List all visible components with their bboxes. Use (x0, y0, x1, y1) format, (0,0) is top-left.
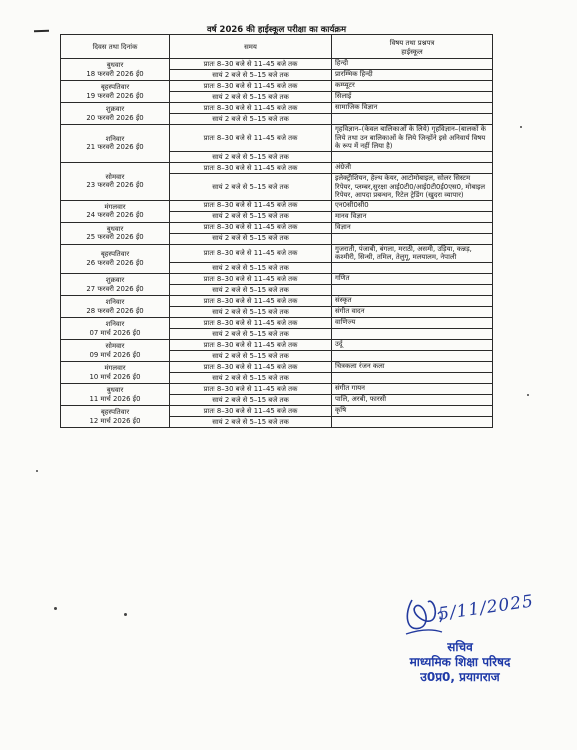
time-cell: सायं 2 बजे से 5–15 बजे तक (170, 151, 332, 162)
day-name: बृहस्पतिवार (100, 82, 130, 91)
time-cell: प्रातः 8–30 बजे से 11–45 बजे तक (170, 200, 332, 211)
subject-cell: मानव विज्ञान (332, 211, 493, 222)
speck (54, 607, 57, 610)
day-date-cell (61, 162, 170, 200)
time-cell: सायं 2 बजे से 5–15 बजे तक (170, 417, 332, 428)
header-subject (332, 35, 493, 59)
exam-date: 19 फरवरी 2026 ई0 (86, 91, 144, 100)
subject-cell: प्रारम्भिक हिन्दी (332, 70, 493, 81)
table-row (61, 59, 493, 70)
exam-date: 07 मार्च 2026 ई0 (89, 328, 141, 337)
day-date-cell (61, 318, 170, 340)
header-subject-line2: हाईस्कूल (401, 47, 423, 56)
subject-cell (332, 285, 493, 296)
table-row (61, 81, 493, 92)
subject-cell: हिन्दी (332, 59, 493, 70)
subject-cell: संस्कृत (332, 296, 493, 307)
time-cell: सायं 2 बजे से 5–15 बजे तक (170, 263, 332, 274)
day-name: शुक्रवार (105, 275, 125, 284)
header-subject-line1: विषय तथा प्रश्नपत्र (389, 38, 435, 47)
subject-cell: एन0सी0सी0 (332, 200, 493, 211)
day-name: शुक्रवार (105, 104, 125, 113)
day-date-cell (61, 125, 170, 163)
time-cell: प्रातः 8–30 बजे से 11–45 बजे तक (170, 81, 332, 92)
table-header-row (61, 35, 493, 59)
page-title: वर्ष 2026 की हाईस्कूल परीक्षा का कार्यक्रम (206, 25, 347, 35)
subject-cell: गुजराती, पंजाबी, बंगला, मराठी, असमी, उड़िया, कन्नड़, कश्मीरी, सिन्धी, तमिल, तेलुगू, मलयालम, नेपाली (332, 244, 493, 262)
subject-cell: विज्ञान (332, 222, 493, 233)
day-date-cell (61, 200, 170, 222)
subject-cell (332, 151, 493, 162)
subject-cell: पालि, अरबी, फारसी (332, 395, 493, 406)
table-row (61, 296, 493, 307)
exam-date: 20 फरवरी 2026 ई0 (86, 113, 144, 122)
subject-cell: गृहविज्ञान–(केवल बालिकाओं के लिये) गृहविज्ञान–(बालकों के लिये तथा उन बालिकाओं के लिये जिन्होंने इसे अनिवार्य विषय के रूप में नहीं लिया है) (332, 125, 493, 152)
day-name: सोमवार (105, 172, 125, 181)
table-row (61, 384, 493, 395)
exam-date: 21 फरवरी 2026 ई0 (86, 143, 144, 152)
office-stamp (385, 640, 535, 684)
time-cell: सायं 2 बजे से 5–15 बजे तक (170, 70, 332, 81)
day-date-cell (61, 244, 170, 273)
time-cell: प्रातः 8–30 बजे से 11–45 बजे तक (170, 362, 332, 373)
day-date-cell (61, 296, 170, 318)
speck (124, 613, 127, 616)
table-row (61, 103, 493, 114)
exam-date: 27 फरवरी 2026 ई0 (86, 284, 144, 293)
time-cell: सायं 2 बजे से 5–15 बजे तक (170, 373, 332, 384)
time-cell: प्रातः 8–30 बजे से 11–45 बजे तक (170, 162, 332, 173)
day-name: मंगलवार (104, 202, 126, 211)
exam-date: 09 मार्च 2026 ई0 (89, 350, 141, 359)
day-date-cell (61, 59, 170, 81)
day-name: बुधवार (106, 224, 124, 233)
day-name: शनिवार (105, 297, 125, 306)
table-row (61, 222, 493, 233)
subject-cell: सामाजिक विज्ञान (332, 103, 493, 114)
time-cell: सायं 2 बजे से 5–15 बजे तक (170, 92, 332, 103)
time-cell: प्रातः 8–30 बजे से 11–45 बजे तक (170, 274, 332, 285)
handwritten-signature (398, 588, 548, 648)
day-date-cell (61, 103, 170, 125)
time-cell: सायं 2 बजे से 5–15 बजे तक (170, 173, 332, 200)
exam-date: 24 फरवरी 2026 ई0 (86, 211, 144, 220)
speck (36, 470, 38, 472)
stamp-place: उ0प्र0, प्रयागराज (420, 669, 500, 684)
stamp-designation: सचिव (447, 640, 473, 654)
time-cell: सायं 2 बजे से 5–15 बजे तक (170, 114, 332, 125)
day-date-cell (61, 384, 170, 406)
header-time: समय (170, 35, 332, 59)
subject-cell (332, 417, 493, 428)
signature-date: 5/11/2025 (437, 591, 536, 625)
day-name: शनिवार (105, 319, 125, 328)
exam-schedule-table (60, 34, 493, 428)
subject-cell (332, 351, 493, 362)
subject-cell: अंग्रेजी (332, 162, 493, 173)
subject-cell: संगीत वादन (332, 307, 493, 318)
table-row (61, 244, 493, 262)
time-cell: प्रातः 8–30 बजे से 11–45 बजे तक (170, 125, 332, 152)
stamp-office: माध्यमिक शिक्षा परिषद (409, 655, 511, 670)
speck (527, 394, 529, 396)
time-cell: प्रातः 8–30 बजे से 11–45 बजे तक (170, 59, 332, 70)
exam-date: 12 मार्च 2026 ई0 (89, 416, 141, 425)
table-row (61, 162, 493, 173)
subject-cell: गणित (332, 274, 493, 285)
day-name: बृहस्पतिवार (100, 250, 130, 259)
subject-cell: कम्प्यूटर (332, 81, 493, 92)
day-name: बुधवार (106, 385, 124, 394)
subject-cell: संगीत गायन (332, 384, 493, 395)
day-name: सोमवार (105, 341, 125, 350)
exam-date: 10 मार्च 2026 ई0 (89, 372, 141, 381)
time-cell: सायं 2 बजे से 5–15 बजे तक (170, 329, 332, 340)
time-cell: सायं 2 बजे से 5–15 बजे तक (170, 351, 332, 362)
day-name: शनिवार (105, 134, 125, 143)
day-date-cell (61, 222, 170, 244)
time-cell: प्रातः 8–30 बजे से 11–45 बजे तक (170, 318, 332, 329)
subject-cell: इलेक्ट्रीशियन, हेल्थ केयर, आटोमोबाइल, सोलर सिस्टम रिपेयर, प्लम्बर,सुरक्षा आई0टी0/आई0टी0ई0एस0, मोबाइल रिपेयर, आपदा प्रबन्धन, रिटेल ट्रेडिंग (खुदरा व्यापार) (332, 173, 493, 200)
time-cell: प्रातः 8–30 बजे से 11–45 बजे तक (170, 406, 332, 417)
time-cell: प्रातः 8–30 बजे से 11–45 बजे तक (170, 103, 332, 114)
day-name: बृहस्पतिवार (100, 407, 130, 416)
subject-cell: चित्रकला रंजन कला (332, 362, 493, 373)
day-date-cell (61, 406, 170, 428)
time-cell: प्रातः 8–30 बजे से 11–45 बजे तक (170, 384, 332, 395)
subject-cell: वाणिज्य (332, 318, 493, 329)
exam-date: 18 फरवरी 2026 ई0 (86, 69, 144, 78)
subject-cell: सिलाई (332, 92, 493, 103)
time-cell: सायं 2 बजे से 5–15 बजे तक (170, 285, 332, 296)
day-date-cell (61, 362, 170, 384)
table-row (61, 406, 493, 417)
subject-cell (332, 233, 493, 244)
table-row (61, 340, 493, 351)
time-cell: सायं 2 बजे से 5–15 बजे तक (170, 233, 332, 244)
exam-date: 28 फरवरी 2026 ई0 (86, 306, 144, 315)
subject-cell (332, 263, 493, 274)
day-date-cell (61, 81, 170, 103)
time-cell: प्रातः 8–30 बजे से 11–45 बजे तक (170, 296, 332, 307)
time-cell: प्रातः 8–30 बजे से 11–45 बजे तक (170, 244, 332, 262)
subject-cell: उर्दू (332, 340, 493, 351)
subject-cell: कृषि (332, 406, 493, 417)
day-name: मंगलवार (104, 363, 126, 372)
subject-cell (332, 373, 493, 384)
table-body (61, 59, 493, 428)
exam-date: 23 फरवरी 2026 ई0 (86, 181, 144, 190)
table-row (61, 318, 493, 329)
day-date-cell (61, 274, 170, 296)
day-date-cell (61, 340, 170, 362)
subject-cell (332, 114, 493, 125)
time-cell: प्रातः 8–30 बजे से 11–45 बजे तक (170, 340, 332, 351)
exam-date: 26 फरवरी 2026 ई0 (86, 258, 144, 267)
subject-cell (332, 329, 493, 340)
table-row (61, 200, 493, 211)
header-day: दिवस तथा दिनांक (61, 35, 170, 59)
time-cell: सायं 2 बजे से 5–15 बजे तक (170, 211, 332, 222)
exam-date: 25 फरवरी 2026 ई0 (86, 233, 144, 242)
time-cell: प्रातः 8–30 बजे से 11–45 बजे तक (170, 222, 332, 233)
table-row (61, 362, 493, 373)
table-row (61, 125, 493, 152)
time-cell: सायं 2 बजे से 5–15 बजे तक (170, 395, 332, 406)
exam-date: 11 मार्च 2026 ई0 (89, 394, 141, 403)
speck (520, 126, 522, 128)
day-name: बुधवार (106, 60, 124, 69)
table-row (61, 274, 493, 285)
time-cell: सायं 2 बजे से 5–15 बजे तक (170, 307, 332, 318)
